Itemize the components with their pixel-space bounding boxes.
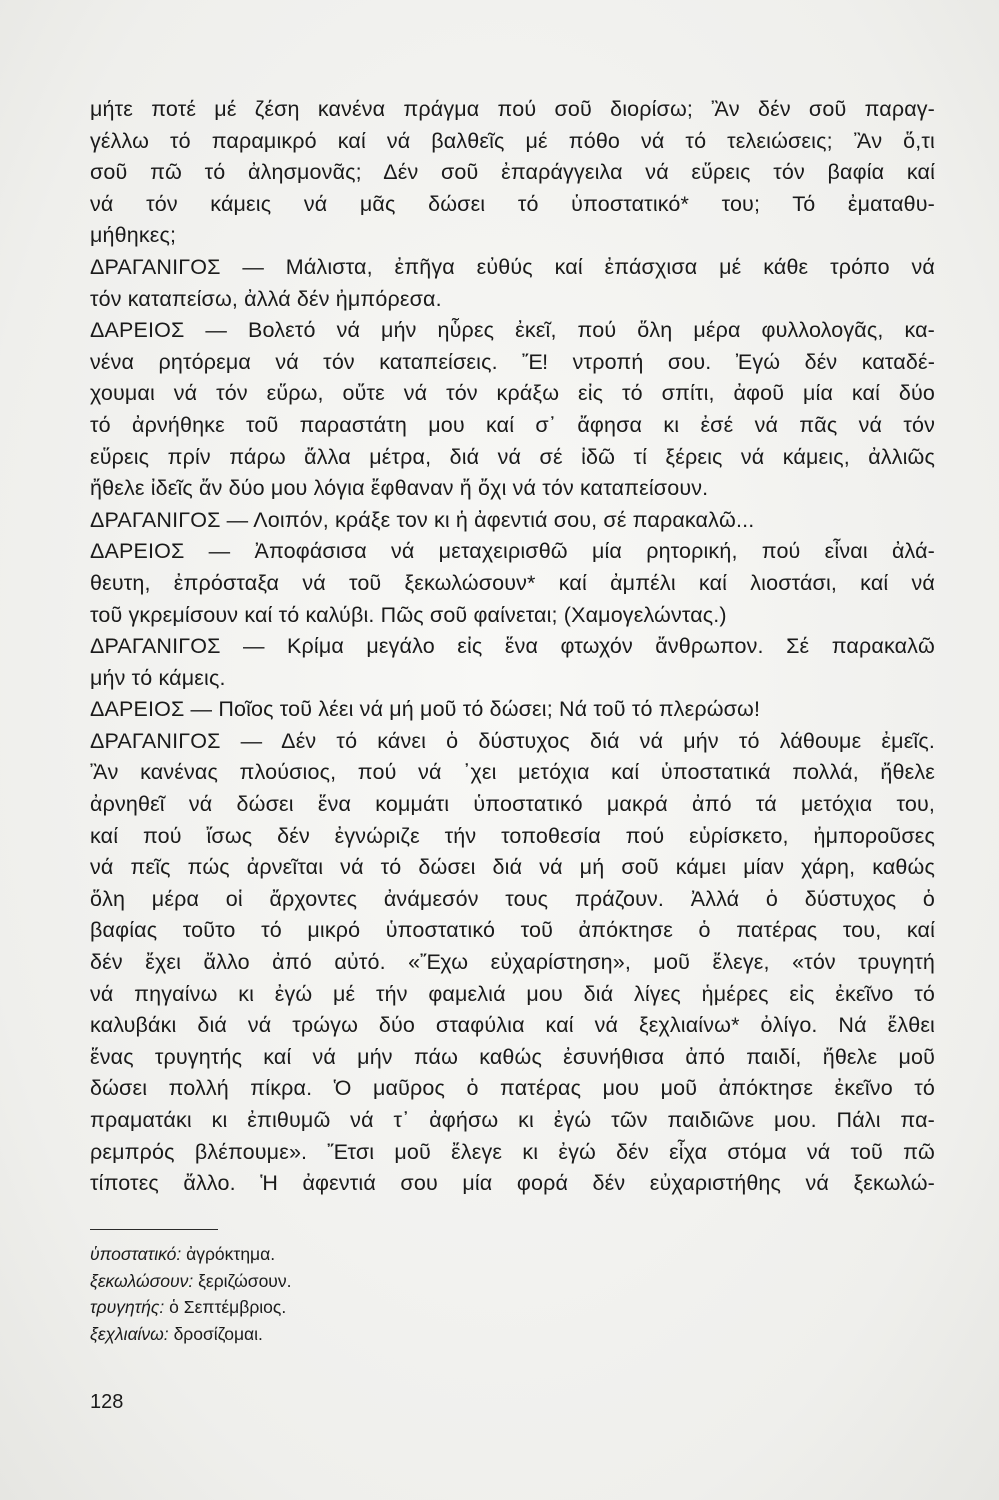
footnote (90, 1268, 610, 1295)
footnote-term: ξεκωλώσουν: (90, 1270, 194, 1291)
text-line: ΔΑΡΕΙΟΣ — Ἀποφάσισα νά μεταχειρισθῶ μία ρητορική, πού εἶναι ἀλά- (90, 539, 935, 564)
text-line: ΔΑΡΕΙΟΣ — Ποῖος τοῦ λέει νά μή μοῦ τό δώσει; Νά τοῦ τό πλερώσω! (90, 697, 761, 722)
text-line: νά τόν κάμεις νά μᾶς δώσει τό ὑποστατικό* του; Τό ἐματαθυ- (90, 191, 935, 216)
text-line: δώσει πολλή πίκρα. Ὁ μαῦρος ὁ πατέρας μου μοῦ ἀπόκτησε ἐκεῖνο τό (90, 1076, 935, 1101)
text-line: εὕρεις πρίν πάρω ἄλλα μέτρα, διά νά σέ ἰδῶ τί ξέρεις νά κάμεις, ἀλλιῶς (90, 444, 935, 469)
text-line: νένα ρητόρεμα νά τόν καταπείσεις. Ἔ! ντροπή σου. Ἐγώ δέν καταδέ- (90, 349, 935, 374)
footnote (90, 1321, 610, 1348)
text-line: ἕνας τρυγητής καί νά μήν πάω καθώς ἐσυνήθισα ἀπό παιδί, ἤθελε μοῦ (90, 1044, 935, 1069)
footnote-divider (90, 1229, 218, 1230)
text-line: ἤθελε ἰδεῖς ἄν δύο μου λόγια ἔφθαναν ἤ ὄχι νά τόν καταπείσουν. (90, 476, 709, 501)
footnote-definition: ὁ Σεπτέμβριος. (169, 1297, 287, 1317)
text-line: γέλλω τό παραμικρό καί νά βαλθεῖς μέ πόθο νά τό τελειώσεις; Ἂν ὅ,τι (90, 128, 935, 153)
text-line: νά πεῖς πώς ἀρνεῖται νά τό δώσει διά νά μή σοῦ κάμει μίαν χάρη, καθώς (90, 855, 935, 880)
text-line: τό ἀρνήθηκε τοῦ παραστάτη μου καί σ᾽ ἄφησα κι ἐσέ νά πᾶς νά τόν (90, 412, 935, 437)
page-number: 128 (90, 1391, 124, 1413)
text-line: ὅλη μέρα οἱ ἄρχοντες ἀνάμεσόν τους πράζουν. Ἀλλά ὁ δύστυχος ὁ (90, 886, 935, 911)
text-line: ΔΡΑΓΑΝΙΓΟΣ — Δέν τό κάνει ὁ δύστυχος διά νά μήν τό λάθουμε ἐμεῖς. (90, 728, 935, 753)
text-line: δέν ἔχει ἄλλο ἀπό αὐτό. «Ἔχω εὐχαρίστηση», μοῦ ἔλεγε, «τόν τρυγητή (90, 950, 935, 975)
footnote-term: ξεχλιαίνω: (90, 1323, 169, 1344)
text-line: τοῦ γκρεμίσουν καί τό καλύβι. Πῶς σοῦ φαίνεται; (Χαμογελώντας.) (90, 602, 727, 627)
text-line: μήτε ποτέ μέ ζέση κανένα πράγμα πού σοῦ διορίσω; Ἂν δέν σοῦ παραγ- (90, 97, 935, 121)
text-line: ΔΑΡΕΙΟΣ — Βολετό νά μήν ηὗρες ἐκεῖ, πού ὅλη μέρα φυλλολογᾶς, κα- (90, 318, 935, 343)
footnote-definition: δροσίζομαι. (173, 1323, 263, 1344)
text-line: ρεμπρός βλέπουμε». Ἔτσι μοῦ ἔλεγε κι ἐγώ δέν εἶχα στόμα νά τοῦ πῶ (90, 1139, 935, 1164)
footnote-term: τρυγητής: (90, 1297, 165, 1317)
text-line: σοῦ πῶ τό ἀλησμονᾶς; Δέν σοῦ ἐπαράγγειλα νά εὕρεις τόν βαφία καί (90, 160, 935, 185)
body-text (90, 94, 935, 1200)
text-line: ΔΡΑΓΑΝΙΓΟΣ — Λοιπόν, κράξε τον κι ἡ ἀφεντιά σου, σέ παρακαλῶ... (90, 507, 755, 532)
footnote-definition: ξεριζώσουν. (198, 1270, 292, 1291)
footnote (90, 1294, 610, 1321)
text-line: Ἂν κανένας πλούσιος, πού νά ᾽χει μετόχια καί ὑποστατικά πολλά, ἤθελε (90, 760, 935, 785)
text-line: καί πού ἴσως δέν ἐγνώριζε τήν τοποθεσία πού εὑρίσκετο, ἠμποροῦσες (90, 823, 935, 848)
text-line: τόν καταπείσω, ἀλλά δέν ἠμπόρεσα. (90, 286, 442, 311)
text-line: μήθηκες; (90, 223, 177, 248)
footnotes (90, 1241, 610, 1347)
text-line: τίποτες ἄλλο. Ἡ ἀφεντιά σου μία φορά δέν εὐχαριστήθης νά ξεκωλώ- (90, 1171, 935, 1196)
text-line: μήν τό κάμεις. (90, 665, 226, 690)
text-line: νά πηγαίνω κι ἐγώ μέ τήν φαμελιά μου διά λίγες ἡμέρες εἰς ἐκεῖνο τό (90, 981, 935, 1006)
text-line: ἀρνηθεῖ νά δώσει ἕνα κομμάτι ὑποστατικό μακρά ἀπό τά μετόχια του, (90, 792, 935, 817)
footnote-term: ὑποστατικό: (90, 1244, 182, 1264)
footnote (90, 1241, 610, 1268)
footnote-definition: ἀγρόκτημα. (186, 1244, 276, 1264)
text-line: πραματάκι κι ἐπιθυμῶ νά τ᾽ ἀφήσω κι ἐγώ τῶν παιδιῶνε μου. Πάλι πα- (90, 1108, 935, 1132)
text-line: θευτη, ἐπρόσταξα νά τοῦ ξεκωλώσουν* καί ἀμπέλι καί λιοστάσι, καί νά (90, 570, 935, 595)
text-line: βαφίας τοῦτο τό μικρό ὑποστατικό τοῦ ἀπόκτησε ὁ πατέρας του, καί (90, 918, 935, 943)
text-line: ΔΡΑΓΑΝΙΓΟΣ — Κρίμα μεγάλο εἰς ἕνα φτωχόν ἄνθρωπον. Σέ παρακαλῶ (90, 634, 935, 659)
text-line: καλυβάκι διά νά τρώγω δύο σταφύλια καί νά ξεχλιαίνω* ὀλίγο. Νά ἔλθει (90, 1013, 935, 1038)
text-line: χουμαι νά τόν εὕρω, οὔτε νά τόν κράξω εἰς τό σπίτι, ἀφοῦ μία καί δύο (90, 381, 935, 406)
text-line: ΔΡΑΓΑΝΙΓΟΣ — Μάλιστα, ἐπῆγα εὐθύς καί ἐπάσχισα μέ κάθε τρόπο νά (90, 254, 935, 279)
